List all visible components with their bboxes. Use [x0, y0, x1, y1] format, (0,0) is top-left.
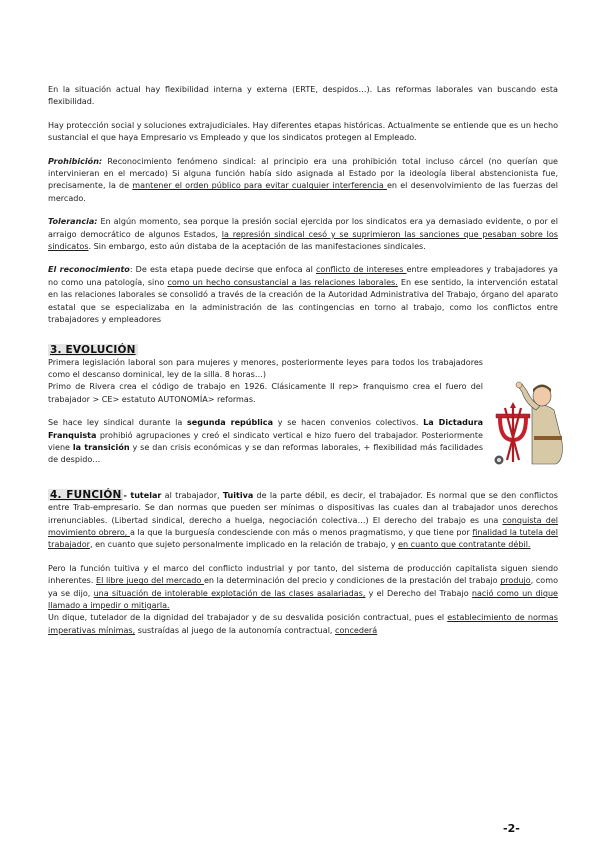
underlined-phrase: produjo — [500, 576, 531, 586]
paragraph-tolerancia: Tolerancia: En algún momento, sea porque la presión social ejercida por los sindicatos era ya demasiado evidente, o por el arraigo democrático de algunos Estados, la represión sindical cesó y se suprimieron las sanciones que pesaban sobre los sindicatos. Sin embargo, esto aún distaba de la aceptación de las manifestaciones sindicales. — [48, 217, 558, 252]
paragraph-funcion: 4. FUNCIÓN - tutelar al trabajador, Tuitiva de la parte débil, es decir, el trabajador. Es normal que se den conflictos entre Trab-empresario. Se dan normas que pueden ser mínimas o dispositivas las cuales dan al trabajador unos derechos irrenunciables. (Libertad sindical, derecho a huelga, negociación colectiva…) El derecho del trabajo es una conquista del movimiento obrero, a la que la burguesía condesciende con más o menos pragmatismo, y que tiene por finalidad la tutela del trabajador, en cuanto que sujeto personalmente implicado en la relación de trabajo, y en cuanto que contratante débil. — [48, 488, 559, 550]
underlined-phrase: El libre juego del mercado — [96, 576, 204, 586]
paragraph-evolucion-1: Primera legislación laboral son para mujeres y menores, posteriormente leyes para todos los trabajadores como el descanso dominical, ley de la silla. 8 horas…) — [48, 357, 483, 379]
paragraph-flexibilidad: En la situación actual hay flexibilidad interna y externa (ERTE, despidos…). Las reformas laborales van buscando esta flexibilidad. — [48, 85, 558, 107]
page-number: -2- — [503, 822, 520, 835]
document-body — [48, 84, 558, 637]
paragraph-funcion-tuitiva: Pero la función tuitiva y el marco del conflicto industrial y por tanto, del sistema de producción capitalista siguen siendo inherentes. El libre juego del mercado en la determinación del precio y condiciones de la prestación del trabajo produjo, como ya se dijo, una situación de intolerable explotación de las clases asalariadas, y el Derecho del Trabajo nació como un dique llamado a impedir o mitigarla. — [48, 563, 558, 610]
lead-prohibicion: Prohibición: — [48, 156, 103, 166]
underlined-phrase: mantener el orden público para evitar cualquier interferencia — [132, 181, 387, 191]
underlined-phrase: nació como un dique llamado a impedir o mitigarla. — [48, 588, 558, 610]
underlined-phrase: finalidad la tutela del trabajador — [48, 527, 558, 550]
paragraph-evolucion-2: Primo de Rivera crea el código de trabajo en 1926. Clásicamente II rep> franquismo crea el fuero del trabajador > CE> estatuto AUTONOMÍA> reformas. — [48, 382, 483, 404]
paragraph-proteccion: Hay protección social y soluciones extrajudiciales. Hay diferentes etapas históricas. Actualmente se entiende que es un hecho sustancial el que haya Empresario vs Empleado y que los sindicatos protegen al Empleado. — [48, 120, 558, 143]
underlined-phrase: concederá — [335, 625, 378, 635]
underlined-phrase: la represión sindical cesó y se suprimieron las sanciones que pesaban sobre los sindicatos — [48, 229, 558, 252]
paragraph-reconocimiento: El reconocimiento: De esta etapa puede decirse que enfoca al conflicto de intereses entre empleadores y trabajadores ya no como una patología, sino como un hecho consustancial a las relaciones laborales. En ese sentido, la intervención estatal en las relaciones laborales se consolidó a través de la creación de la Autoridad Administrativa del Trabajo, órgano del aparato estatal que se especializaba en la administración de las contingencias en torno al trabajo, como los conflictos entre trabajadores y empleadores — [48, 265, 558, 325]
underlined-phrase: como un hecho consustancial a las relaciones laborales. — [167, 277, 398, 287]
underlined-phrase: conquista del movimiento obrero, — [48, 515, 559, 537]
lead-reconocimiento: El reconocimiento — [48, 265, 130, 275]
franco-yoke-arrows-cartoon-icon — [492, 380, 566, 466]
underlined-phrase: una situación de intolerable explotación de las clases asalariadas, — [93, 588, 366, 598]
lead-tolerancia: Tolerancia: — [48, 217, 98, 227]
heading-funcion: 4. FUNCIÓN — [50, 488, 122, 501]
underlined-phrase: en cuanto que contratante débil. — [398, 540, 531, 550]
section-evolucion — [48, 338, 558, 467]
paragraph-evolucion-3: Se hace ley sindical durante la segunda república y se hacen convenios colectivos. La Dictadura Franquista prohibió agrupaciones y creó el sindicato vertical e hizo fuero del trabajador. Posteriormente viene la transición y se dan crisis económicas y se dan reformas laborales, + flexibilidad más facilidades de despido… — [48, 418, 484, 465]
underlined-phrase: establecimiento de normas imperativas mínimas, — [48, 613, 558, 635]
paragraph-prohibicion: Prohibición: Reconocimiento fenómeno sindical: al principio era una prohibición total incluso cárcel (no querían que intervinieran en el mercado) Si alguna función había sido asignada al Estado por la ideología liberal abstencionista fue, precisamente, la de mantener el orden público para evitar cualquier interferencia en el desenvolvimiento de las fuerzas del mercado. — [48, 156, 558, 203]
heading-evolucion: 3. EVOLUCIÓN — [50, 343, 136, 356]
underlined-phrase: conflicto de intereses — [315, 265, 407, 275]
paragraph-dique: Un dique, tutelador de la dignidad del trabajador y de su desvalida posición contractual, pues el establecimiento de normas imperativas mínimas, sustraídas al juego de la autonomía contractual, concederá — [48, 613, 558, 635]
